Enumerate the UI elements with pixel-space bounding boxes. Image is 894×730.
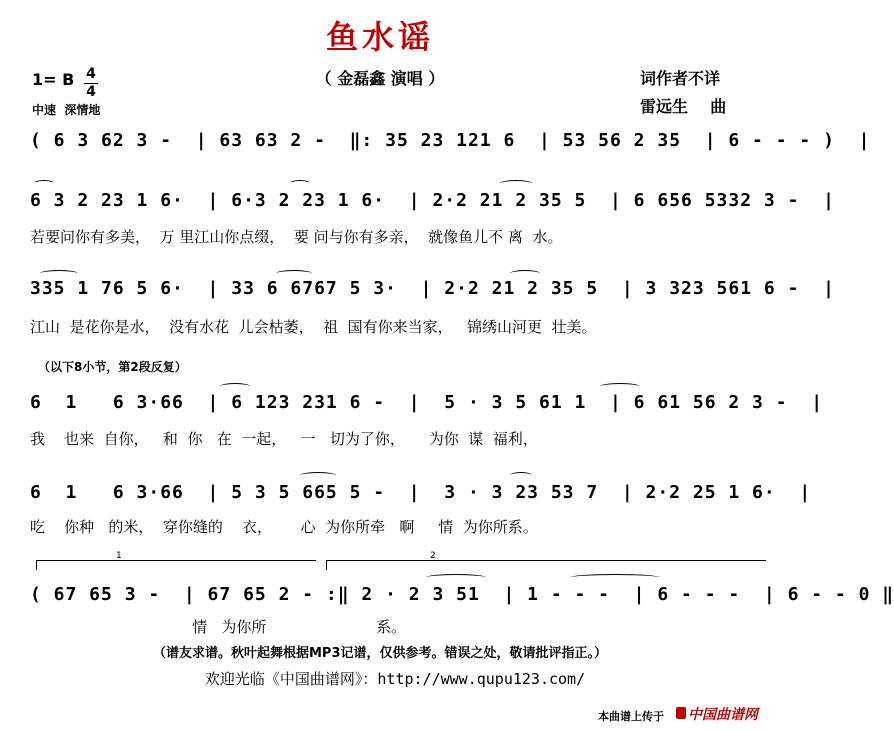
slur-mark	[570, 574, 660, 581]
slur-mark	[510, 270, 540, 277]
volta-bracket-1	[36, 560, 316, 561]
slur-mark	[300, 472, 336, 479]
key-signature: 1= B	[32, 70, 75, 89]
volta-bracket-2-tick	[326, 560, 327, 570]
slur-mark	[40, 270, 78, 277]
tempo-marking: 中速 深情地	[32, 103, 101, 117]
site-logo[interactable]: 中国曲谱网	[688, 707, 758, 723]
notation-line-2: 6 3 2 23 1 6· | 6·3 2 23 1 6· | 2·2 21 2 35 5 | 6 656 5332 3 - |	[30, 190, 835, 211]
slur-mark	[500, 180, 532, 187]
volta-number-2: 2	[430, 551, 436, 561]
slur-mark	[220, 383, 250, 390]
lyric-line-4: 我 也来 自你， 和 你 在 一起， 一 切为了你， 为你 谋 福利，	[30, 430, 538, 448]
volta-number-1: 1	[116, 551, 122, 561]
slur-mark	[426, 574, 486, 581]
site-link[interactable]: 欢迎光临《中国曲谱网》：http://www.qupu123.com/	[204, 670, 586, 688]
upload-text: 本曲谱上传于	[598, 710, 664, 723]
song-title: 鱼水谣	[325, 18, 434, 56]
time-signature-top: 4	[86, 66, 96, 82]
slur-mark	[290, 180, 310, 187]
volta-bracket-2	[326, 560, 766, 561]
repeat-note: （以下8小节，第2段反复）	[38, 360, 187, 374]
time-signature-bottom: 4	[86, 84, 96, 100]
transcriber-note: （谱友求谱。秋叶起舞根据MP3记谱，仅供参考。错误之处，敬请批评指正。）	[152, 646, 607, 661]
lyric-line-3: 江山 是花你是水， 没有水花 儿会枯萎， 祖 国有你来当家， 锦绣山河更 壮美。	[30, 318, 597, 336]
slur-mark	[600, 383, 640, 390]
notation-line-1: ( 6 3 62 3 - | 63 63 2 - ‖: 35 23 121 6 | 53 56 2 35 | 6 - - - ) |	[30, 130, 871, 151]
lyricist-credit: 词作者不详	[640, 69, 721, 88]
notation-line-4: 6 1 6 3·66 | 6 123 231 6 - | 5 · 3 5 61 1 | 6 61 56 2 3 - |	[30, 392, 824, 413]
lyric-line-6: 情 为你所 系。	[30, 618, 407, 636]
volta-bracket-1-tick	[36, 560, 37, 570]
composer-credit: 雷远生 曲	[640, 97, 727, 116]
lyric-line-5: 吃 你种 的米， 穿你缝的 衣， 心 为你所牵 啊 情 为你所系。	[30, 518, 538, 536]
slur-mark	[276, 270, 312, 277]
performer: （ 金磊鑫 演唱 ）	[315, 69, 445, 88]
logo-icon	[676, 707, 686, 719]
slur-mark	[34, 180, 54, 187]
slur-mark	[510, 472, 532, 479]
lyric-line-2: 若要问你有多美， 万 里江山你点缀， 要 问与你有多亲， 就像鱼儿不 离 水。	[30, 228, 563, 246]
notation-line-5: 6 1 6 3·66 | 5 3 5 665 5 - | 3 · 3 23 53 7 | 2·2 25 1 6· |	[30, 482, 812, 503]
notation-line-6: ( 67 65 3 - | 67 65 2 - :‖ 2 · 2 3 51 | 1 - - - | 6 - - - | 6 - - 0 ‖	[30, 584, 894, 605]
notation-line-3: 335 1 76 5 6· | 33 6 6767 5 3· | 2·2 21 2 35 5 | 3 323 561 6 - |	[30, 278, 835, 299]
